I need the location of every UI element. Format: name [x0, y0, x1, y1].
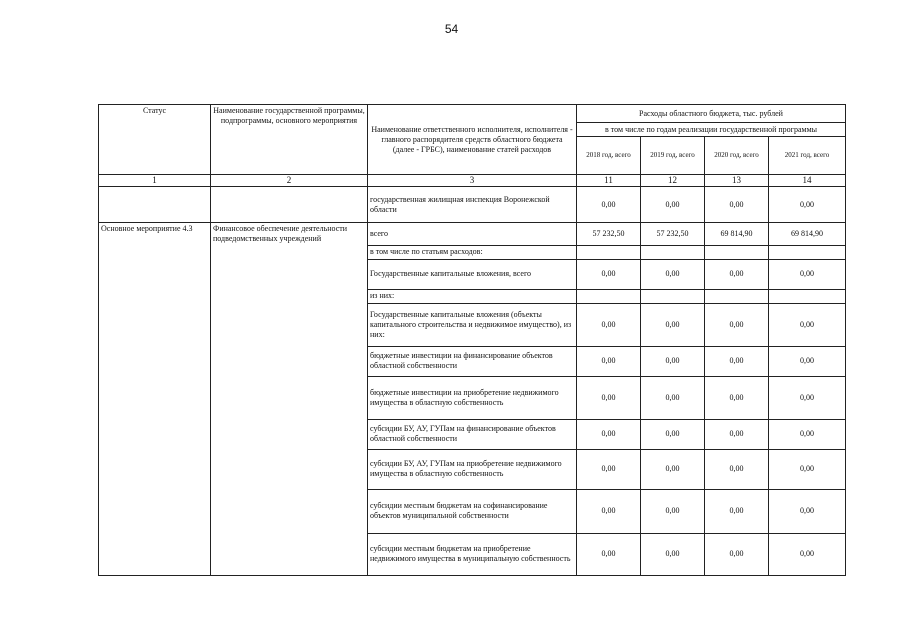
- row-label: государственная жилищная инспекция Воронежской области: [368, 187, 577, 223]
- table-row: [99, 533, 846, 575]
- column-number: 12: [641, 175, 705, 187]
- row-label: бюджетные инвестиции на приобретение недвижимого имущества в областную собственность: [368, 376, 577, 419]
- table-row: [99, 259, 846, 289]
- empty-cell: [99, 289, 211, 303]
- table-row: [99, 489, 846, 533]
- table-row: [99, 245, 846, 259]
- table-row: [99, 187, 846, 223]
- value-cell: 0,00: [769, 376, 846, 419]
- empty-cell: [211, 489, 368, 533]
- value-cell: 0,00: [577, 303, 641, 346]
- value-cell: 0,00: [705, 376, 769, 419]
- value-cell: 0,00: [769, 346, 846, 376]
- header-year-2019: 2019 год, всего: [641, 137, 705, 175]
- empty-cell: [99, 449, 211, 489]
- header-program-name: Наименование государственной программы, подпрограммы, основного мероприятия: [211, 105, 368, 175]
- table-row: [99, 303, 846, 346]
- empty-cell: [99, 346, 211, 376]
- value-cell: 0,00: [769, 489, 846, 533]
- value-cell: 69 814,90: [705, 223, 769, 246]
- value-cell: 0,00: [577, 346, 641, 376]
- value-cell: [641, 245, 705, 259]
- value-cell: 0,00: [641, 259, 705, 289]
- value-cell: [577, 289, 641, 303]
- table-row: [99, 419, 846, 449]
- empty-cell: [99, 187, 211, 223]
- value-cell: 0,00: [705, 187, 769, 223]
- value-cell: 0,00: [705, 533, 769, 575]
- empty-cell: [99, 533, 211, 575]
- value-cell: 0,00: [769, 533, 846, 575]
- header-executor: Наименование ответственного исполнителя, исполнителя - главного распорядителя средств областного бюджета (далее - ГРБС), наименование статей расходов: [368, 105, 577, 175]
- empty-cell: [211, 303, 368, 346]
- table-row: [99, 346, 846, 376]
- value-cell: [641, 289, 705, 303]
- row-label: всего: [368, 223, 577, 246]
- value-cell: [705, 289, 769, 303]
- empty-cell: [99, 489, 211, 533]
- value-cell: 0,00: [577, 259, 641, 289]
- value-cell: 0,00: [769, 303, 846, 346]
- value-cell: 0,00: [641, 533, 705, 575]
- column-number: 3: [368, 175, 577, 187]
- empty-cell: [211, 449, 368, 489]
- empty-cell: [99, 259, 211, 289]
- value-cell: 0,00: [705, 419, 769, 449]
- row-label: Государственные капитальные вложения, всего: [368, 259, 577, 289]
- empty-cell: [211, 533, 368, 575]
- row-label: бюджетные инвестиции на финансирование объектов областной собственности: [368, 346, 577, 376]
- row-label: субсидии местным бюджетам на приобретение недвижимого имущества в муниципальную собственность: [368, 533, 577, 575]
- event-status: Основное мероприятие 4.3: [99, 223, 211, 246]
- header-year-2018: 2018 год, всего: [577, 137, 641, 175]
- value-cell: 0,00: [705, 259, 769, 289]
- column-number: 2: [211, 175, 368, 187]
- column-number: 14: [769, 175, 846, 187]
- page-number: 54: [444, 22, 459, 36]
- column-number: 11: [577, 175, 641, 187]
- value-cell: 0,00: [641, 346, 705, 376]
- empty-cell: [99, 245, 211, 259]
- value-cell: 57 232,50: [641, 223, 705, 246]
- value-cell: 57 232,50: [577, 223, 641, 246]
- value-cell: 0,00: [577, 449, 641, 489]
- empty-cell: [211, 187, 368, 223]
- empty-cell: [211, 259, 368, 289]
- value-cell: 0,00: [705, 303, 769, 346]
- value-cell: 0,00: [705, 449, 769, 489]
- value-cell: 0,00: [577, 187, 641, 223]
- budget-table: [98, 104, 846, 576]
- row-label: субсидии местным бюджетам на софинансирование объектов муниципальной собственности: [368, 489, 577, 533]
- value-cell: 0,00: [641, 489, 705, 533]
- empty-cell: [211, 376, 368, 419]
- column-number: 13: [705, 175, 769, 187]
- value-cell: 0,00: [769, 259, 846, 289]
- value-cell: 0,00: [769, 449, 846, 489]
- table-row: [99, 449, 846, 489]
- header-by-years: в том числе по годам реализации государственной программы: [577, 123, 846, 137]
- column-numbers-row: [99, 175, 846, 187]
- table-row: [99, 223, 846, 246]
- value-cell: 0,00: [577, 419, 641, 449]
- value-cell: 0,00: [641, 303, 705, 346]
- row-label: субсидии БУ, АУ, ГУПам на приобретение недвижимого имущества в областную собственность: [368, 449, 577, 489]
- empty-cell: [99, 303, 211, 346]
- value-cell: 0,00: [641, 419, 705, 449]
- value-cell: 0,00: [641, 449, 705, 489]
- empty-cell: [99, 376, 211, 419]
- value-cell: 0,00: [577, 376, 641, 419]
- empty-cell: [99, 419, 211, 449]
- value-cell: 0,00: [577, 489, 641, 533]
- value-cell: [705, 245, 769, 259]
- row-label: в том числе по статьям расходов:: [368, 245, 577, 259]
- row-label: субсидии БУ, АУ, ГУПам на финансирование объектов областной собственности: [368, 419, 577, 449]
- value-cell: [769, 245, 846, 259]
- table-row: [99, 289, 846, 303]
- header-status: Статус: [99, 105, 211, 175]
- empty-cell: [211, 346, 368, 376]
- empty-cell: [211, 245, 368, 259]
- header-year-2020: 2020 год, всего: [705, 137, 769, 175]
- value-cell: 0,00: [577, 533, 641, 575]
- event-name: Финансовое обеспечение деятельности подведомственных учреждений: [211, 223, 368, 246]
- column-number: 1: [99, 175, 211, 187]
- value-cell: 0,00: [641, 187, 705, 223]
- value-cell: [577, 245, 641, 259]
- header-year-2021: 2021 год, всего: [769, 137, 846, 175]
- empty-cell: [211, 289, 368, 303]
- value-cell: 0,00: [705, 489, 769, 533]
- value-cell: 0,00: [769, 187, 846, 223]
- row-label: Государственные капитальные вложения (объекты капитального строительства и недвижимое имущество), из них:: [368, 303, 577, 346]
- table-row: [99, 376, 846, 419]
- value-cell: 0,00: [641, 376, 705, 419]
- value-cell: 0,00: [769, 419, 846, 449]
- header-expenses-title: Расходы областного бюджета, тыс. рублей: [577, 105, 846, 123]
- row-label: из них:: [368, 289, 577, 303]
- empty-cell: [211, 419, 368, 449]
- value-cell: 69 814,90: [769, 223, 846, 246]
- value-cell: [769, 289, 846, 303]
- value-cell: 0,00: [705, 346, 769, 376]
